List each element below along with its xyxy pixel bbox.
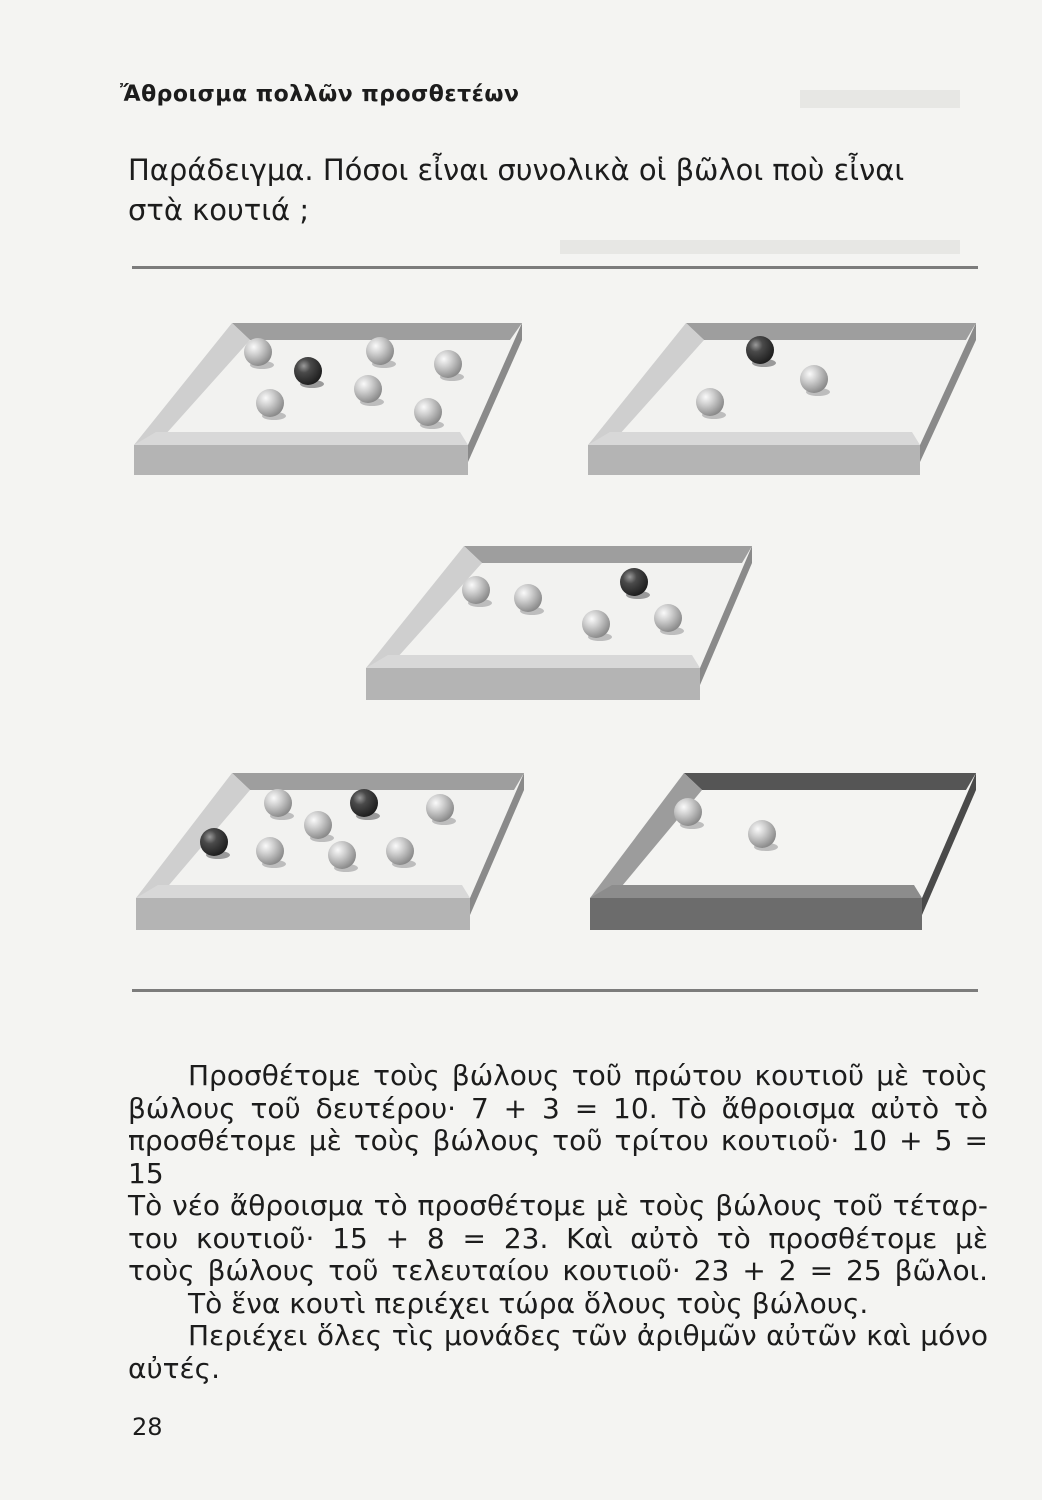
marble-boxes-illustration (0, 300, 1042, 950)
light-marble (696, 388, 724, 416)
light-marble (748, 820, 776, 848)
marble-box-2 (588, 323, 976, 475)
text-line: του κουτιοῦ· 15 + 8 = 23. Καὶ αὐτὸ τὸ προσθέτομε μὲ (128, 1221, 988, 1255)
text-line: Περιέχει ὅλες τὶς μονάδες τῶν ἀριθμῶν αὐτῶν καὶ μόνο (188, 1319, 988, 1352)
top-divider (132, 266, 978, 269)
light-marble (800, 365, 828, 393)
dark-marble (350, 789, 378, 817)
dark-marble (746, 336, 774, 364)
example-intro (128, 150, 988, 230)
text-line: Προσθέτομε τοὺς βώλους τοῦ πρώτου κουτιοῦ μὲ τοὺς (188, 1059, 988, 1092)
light-marble (462, 576, 490, 604)
text-line: Τὸ νέο ἄθροισμα τὸ προσθέτομε μὲ τοὺς βώλους τοῦ τέταρ- (128, 1189, 988, 1222)
intro-line: στὰ κουτιά ; (128, 193, 310, 227)
show-through-block (560, 240, 960, 254)
explanation-text (128, 1060, 988, 1385)
page-number: 28 (132, 1413, 163, 1441)
bottom-divider (132, 989, 978, 992)
light-marble (426, 794, 454, 822)
light-marble (328, 841, 356, 869)
light-marble (256, 837, 284, 865)
text-line: αὐτές. (128, 1351, 220, 1385)
dark-marble (294, 357, 322, 385)
light-marble (244, 338, 272, 366)
light-marble (674, 798, 702, 826)
light-marble (354, 375, 382, 403)
light-marble (366, 337, 394, 365)
show-through-block (800, 90, 960, 108)
text-line: προσθέτομε μὲ τοὺς βώλους τοῦ τρίτου κουτιοῦ· 10 + 5 = 15 (128, 1124, 988, 1190)
intro-line: Παράδειγμα. Πόσοι εἶναι συνολικὰ οἱ βῶλοι ποὺ εἶναι (128, 153, 905, 187)
marble-box-3 (366, 546, 752, 700)
light-marble (582, 610, 610, 638)
marble-box-5 (590, 773, 976, 930)
light-marble (256, 389, 284, 417)
text-line: βώλους τοῦ δευτέρου· 7 + 3 = 10. Τὸ ἄθροισμα αὐτὸ τὸ (128, 1091, 988, 1125)
text-line: τοὺς βώλους τοῦ τελευταίου κουτιοῦ· 23 + 2 = 25 βῶλοι. (128, 1254, 988, 1287)
section-heading: Ἄθροισμα πολλῶν προσθετέων (120, 82, 520, 107)
light-marble (264, 789, 292, 817)
light-marble (434, 350, 462, 378)
dark-marble (620, 568, 648, 596)
light-marble (414, 398, 442, 426)
light-marble (654, 604, 682, 632)
dark-marble (200, 828, 228, 856)
light-marble (514, 584, 542, 612)
light-marble (386, 837, 414, 865)
text-line: Τὸ ἕνα κουτὶ περιέχει τώρα ὅλους τοὺς βώλους. (188, 1286, 869, 1320)
light-marble (304, 811, 332, 839)
marble-box-1 (134, 323, 522, 475)
